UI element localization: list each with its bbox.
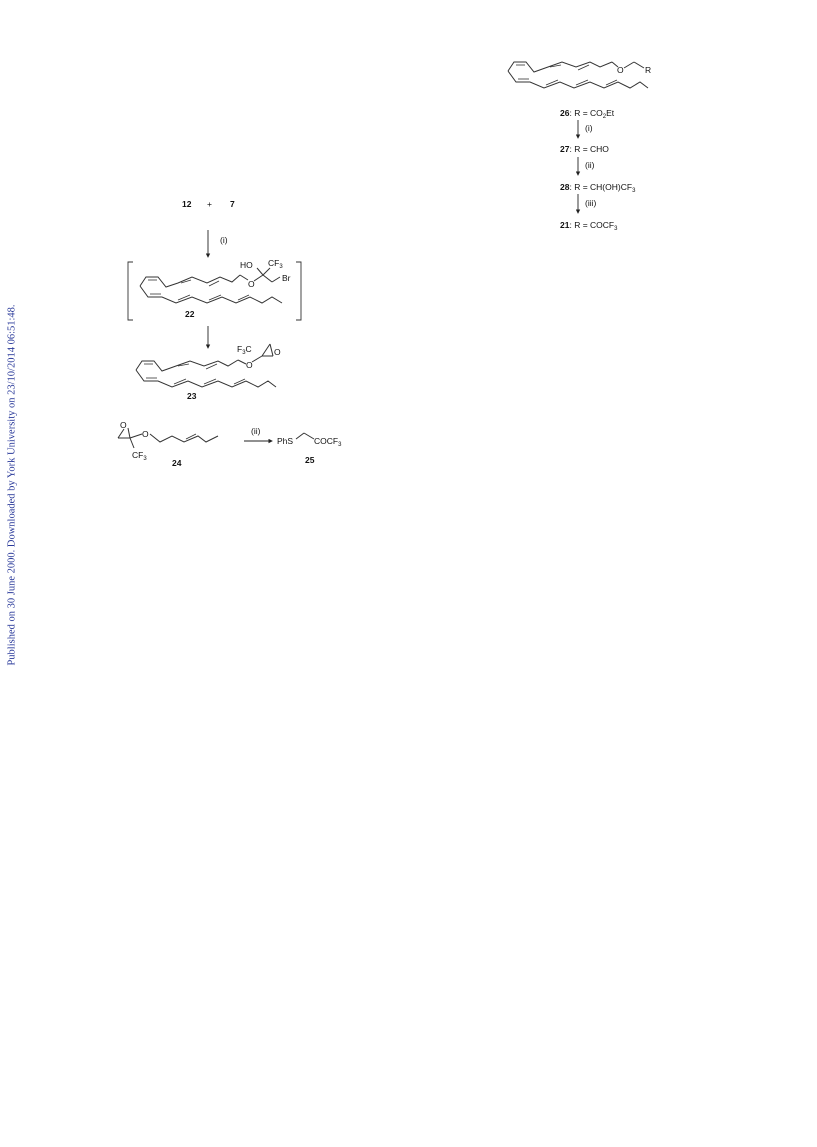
upper-chain bbox=[140, 275, 240, 287]
double-bond bbox=[546, 80, 558, 85]
step-i-label: (i) bbox=[220, 235, 228, 245]
left-bracket bbox=[128, 262, 133, 320]
bond bbox=[272, 277, 280, 282]
bond bbox=[128, 428, 130, 438]
cocf3-label: $COCF_3$ bbox=[314, 436, 342, 448]
bond bbox=[130, 434, 142, 438]
cf3-label: $CF_3$ bbox=[132, 450, 147, 462]
bond bbox=[262, 344, 270, 356]
chain bbox=[150, 434, 218, 442]
lower-chain bbox=[140, 286, 282, 303]
bond bbox=[263, 268, 270, 275]
compound-24 bbox=[118, 420, 218, 468]
plus-sign: + bbox=[207, 199, 212, 209]
step-iii-label-right: (iii) bbox=[585, 198, 597, 208]
bromine-label: Br bbox=[282, 273, 291, 283]
double-bond bbox=[576, 80, 588, 85]
bond bbox=[263, 275, 272, 282]
left-scheme bbox=[118, 199, 342, 468]
compound-22-label: 22 bbox=[185, 309, 195, 319]
upper-chain bbox=[136, 360, 238, 371]
parent-skeleton bbox=[508, 62, 651, 88]
double-bond bbox=[186, 434, 196, 439]
bond bbox=[624, 62, 634, 68]
lower-chain bbox=[508, 71, 648, 88]
bond bbox=[240, 275, 248, 280]
bond bbox=[252, 356, 262, 362]
lower-chain bbox=[136, 370, 276, 387]
bond bbox=[296, 433, 304, 439]
bond bbox=[304, 433, 314, 439]
ether-oxygen: O bbox=[142, 429, 149, 439]
row-27: 27: R = CHO bbox=[560, 144, 609, 154]
compound-23 bbox=[136, 344, 281, 401]
reactant-7-label: 7 bbox=[230, 199, 235, 209]
r-group-label: R bbox=[645, 65, 652, 75]
compound-25 bbox=[277, 433, 342, 465]
step-ii-label-right: (ii) bbox=[585, 160, 595, 170]
double-bond bbox=[204, 379, 216, 384]
epoxide-oxygen: O bbox=[120, 420, 127, 430]
step-i-label-right: (i) bbox=[585, 123, 593, 133]
ether-oxygen: O bbox=[617, 65, 624, 75]
row-28: 28: $R = CH(OH)CF_3$ bbox=[560, 182, 636, 194]
reactant-12-label: 12 bbox=[182, 199, 192, 209]
bond bbox=[238, 360, 246, 364]
bond bbox=[130, 438, 134, 448]
ether-oxygen: O bbox=[246, 360, 253, 370]
right-scheme bbox=[508, 62, 651, 232]
f3c-label: $F_3C$ bbox=[237, 344, 252, 356]
bond bbox=[118, 429, 124, 438]
step-ii-label: (ii) bbox=[251, 426, 261, 436]
right-bracket bbox=[296, 262, 301, 320]
epoxide-oxygen: O bbox=[274, 347, 281, 357]
intermediate-22 bbox=[128, 258, 301, 320]
ether-oxygen: O bbox=[248, 279, 255, 289]
hydroxyl-label: HO bbox=[240, 260, 253, 270]
double-bond bbox=[174, 379, 186, 384]
bond bbox=[270, 344, 273, 356]
watermark-text: Published on 30 June 2000. Downloaded by York University on 23/10/2014 06:51:48. bbox=[6, 304, 18, 666]
bond bbox=[257, 268, 263, 275]
double-bond bbox=[209, 295, 221, 300]
compound-23-label: 23 bbox=[187, 391, 197, 401]
row-21: 21: $R = COCF_3$ bbox=[560, 220, 618, 232]
row-26: 26: $R = CO_2Et$ bbox=[560, 108, 615, 120]
phs-label: PhS bbox=[277, 436, 294, 446]
compound-25-label: 25 bbox=[305, 455, 315, 465]
upper-chain bbox=[508, 62, 612, 72]
bond bbox=[634, 62, 644, 68]
bond bbox=[254, 275, 263, 281]
cf3-label: $CF_3$ bbox=[268, 258, 283, 270]
double-bond bbox=[178, 295, 190, 300]
compound-24-label: 24 bbox=[172, 458, 182, 468]
